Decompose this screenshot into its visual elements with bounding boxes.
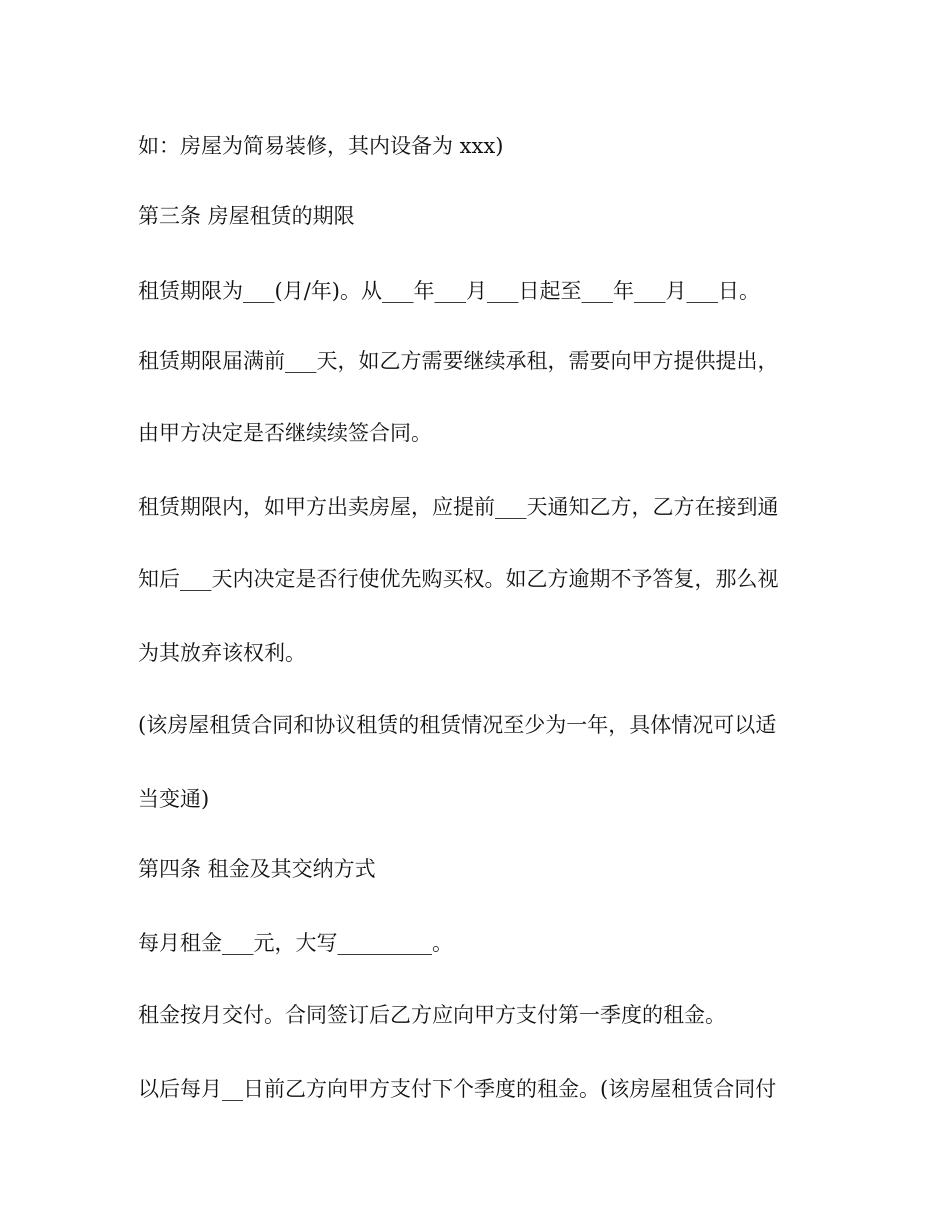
text-line: 为其放弃该权利。 [138, 641, 306, 665]
section-heading: 第三条 房屋租赁的期限 [138, 204, 355, 228]
text-line: 租赁期限为___(月/年)。从___年___月___日起至___年___月___日。 [138, 279, 760, 303]
text-line: (该房屋租赁合同和协议租赁的租赁情况至少为一年，具体情况可以适 [138, 713, 777, 737]
text-line: 由甲方决定是否继续续签合同。 [138, 421, 432, 445]
text-line: 如：房屋为简易装修，其内设备为 xxx) [138, 134, 504, 158]
text-line: 租赁期限内，如甲方出卖房屋，应提前___天通知乙方，乙方在接到通 [138, 495, 779, 519]
section-heading: 第四条 租金及其交纳方式 [138, 857, 376, 881]
text-line: 租金按月交付。合同签订后乙方应向甲方支付第一季度的租金。 [138, 1003, 726, 1027]
text-line: 每月租金___元，大写_________。 [138, 931, 453, 955]
text-line: 知后___天内决定是否行使优先购买权。如乙方逾期不予答复，那么视 [138, 567, 779, 591]
text-line: 以后每月__日前乙方向甲方支付下个季度的租金。(该房屋租赁合同付 [138, 1077, 777, 1101]
text-line: 当变通) [138, 787, 210, 811]
text-line: 租赁期限届满前___天，如乙方需要继续承租，需要向甲方提供提出， [138, 349, 779, 373]
